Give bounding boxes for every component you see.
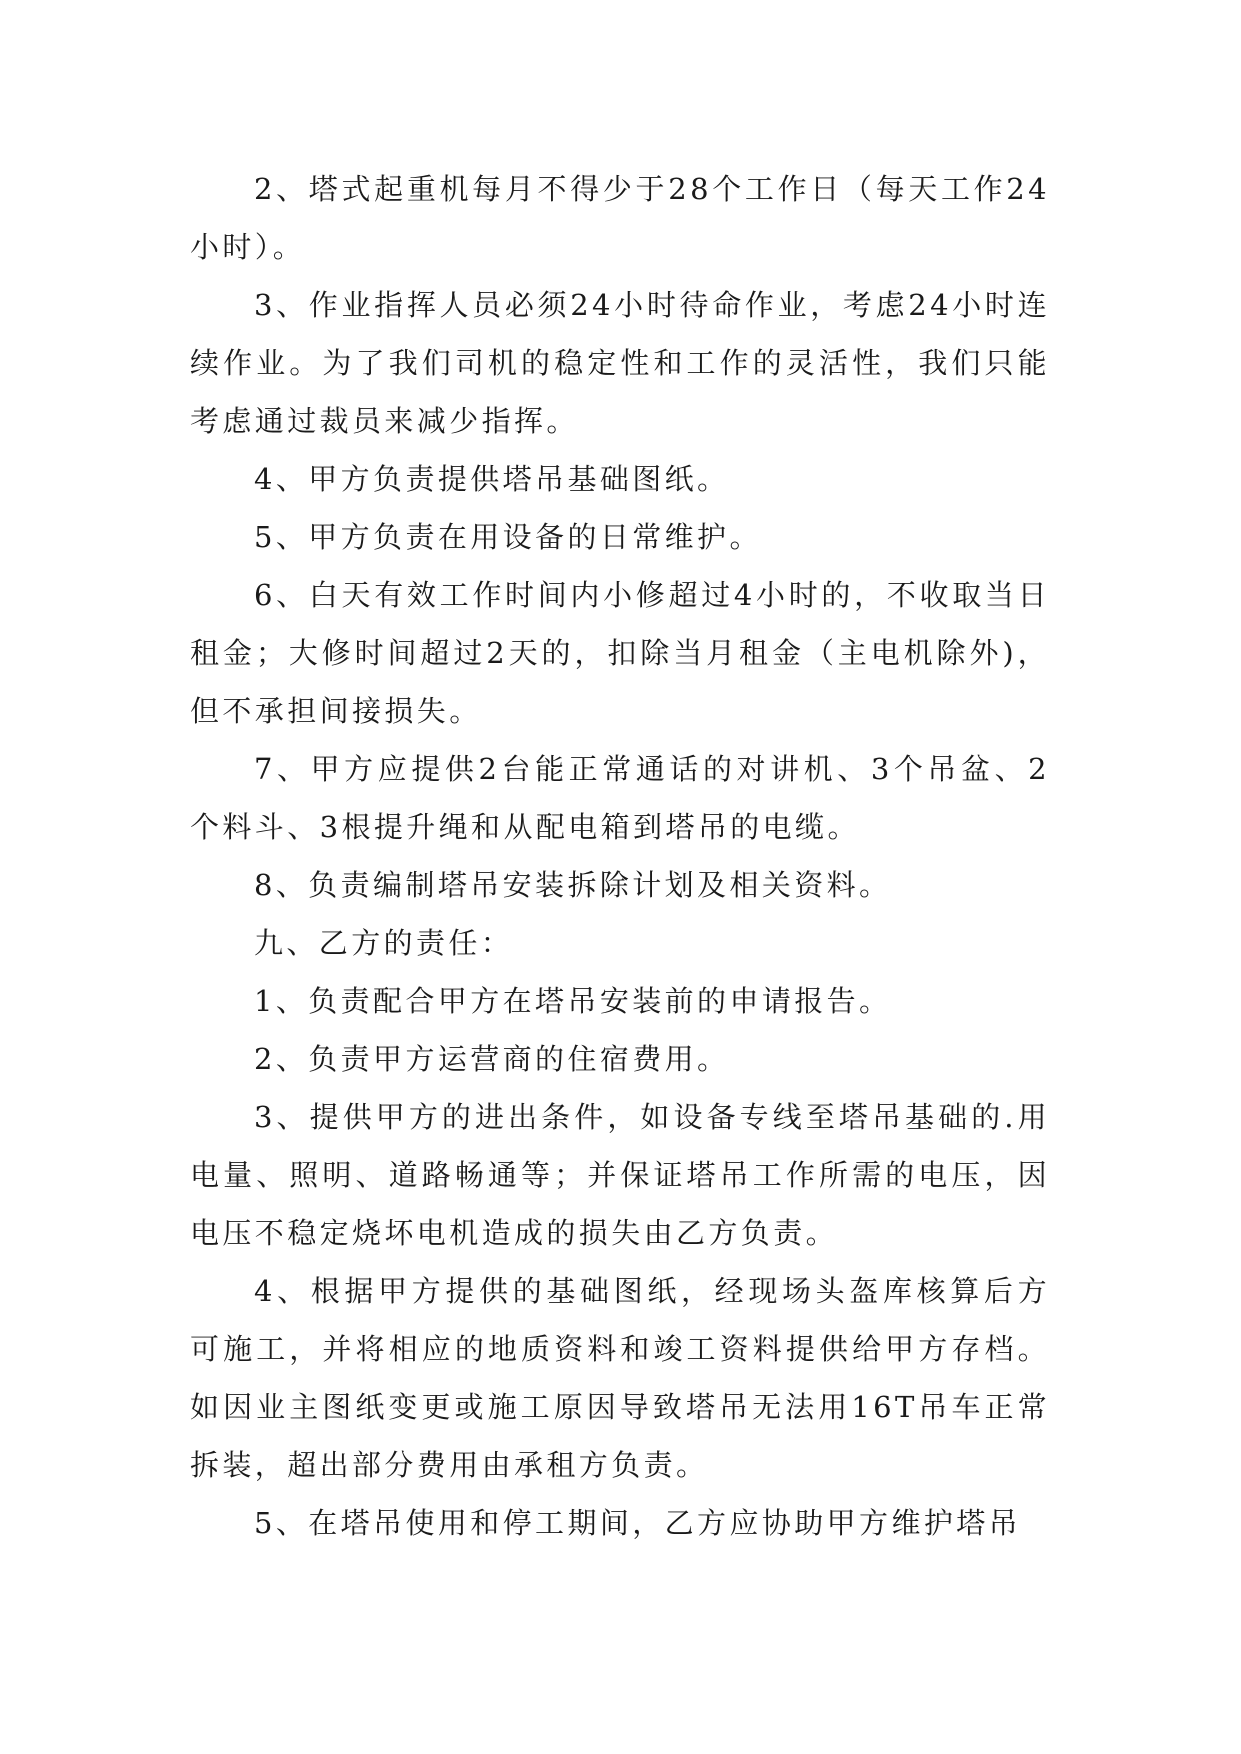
paragraph-7-equipment-supply: 7、甲方应提供2台能正常通话的对讲机、3个吊盆、2个料斗、3根提升绳和从配电箱到塔吊的电缆。 — [190, 752, 1050, 844]
paragraph-b2-accommodation: 2、负责甲方运营商的住宿费用。 — [254, 1042, 730, 1076]
paragraph-b1-application-report: 1、负责配合甲方在塔吊安装前的申请报告。 — [254, 984, 892, 1018]
paragraph-b3-site-conditions: 3、提供甲方的进出条件，如设备专线至塔吊基础的.用电量、照明、道路畅通等；并保证塔吊工作所需的电压，因电压不稳定烧坏电机造成的损失由乙方负责。 — [190, 1100, 1050, 1250]
paragraph-5-daily-maintenance: 5、甲方负责在用设备的日常维护。 — [254, 520, 762, 554]
paragraph-b4-foundation-construction: 4、根据甲方提供的基础图纸，经现场头盔库核算后方可施工，并将相应的地质资料和竣工资料提供给甲方存档。如因业主图纸变更或施工原因导致塔吊无法用16T吊车正常拆装，超出部分费用由承租方负责。 — [190, 1274, 1050, 1482]
paragraph-4-foundation-drawings: 4、甲方负责提供塔吊基础图纸。 — [254, 462, 730, 496]
paragraph-8-installation-plan: 8、负责编制塔吊安装拆除计划及相关资料。 — [254, 868, 892, 902]
paragraph-b5-maintenance-assist: 5、在塔吊使用和停工期间，乙方应协助甲方维护塔吊 — [254, 1506, 1022, 1540]
paragraph-2-tower-crane-workdays: 2、塔式起重机每月不得少于28个工作日（每天工作24小时）。 — [190, 172, 1050, 264]
document-body — [190, 160, 1050, 1552]
paragraph-6-repair-rent: 6、白天有效工作时间内小修超过4小时的，不收取当日租金；大修时间超过2天的，扣除当月租金（主电机除外)，但不承担间接损失。 — [190, 578, 1050, 728]
paragraph-3-command-staff: 3、作业指挥人员必须24小时待命作业，考虑24小时连续作业。为了我们司机的稳定性和工作的灵活性，我们只能考虑通过裁员来减少指挥。 — [190, 288, 1050, 438]
section-heading-party-b-responsibilities: 九、乙方的责任： — [254, 926, 514, 960]
